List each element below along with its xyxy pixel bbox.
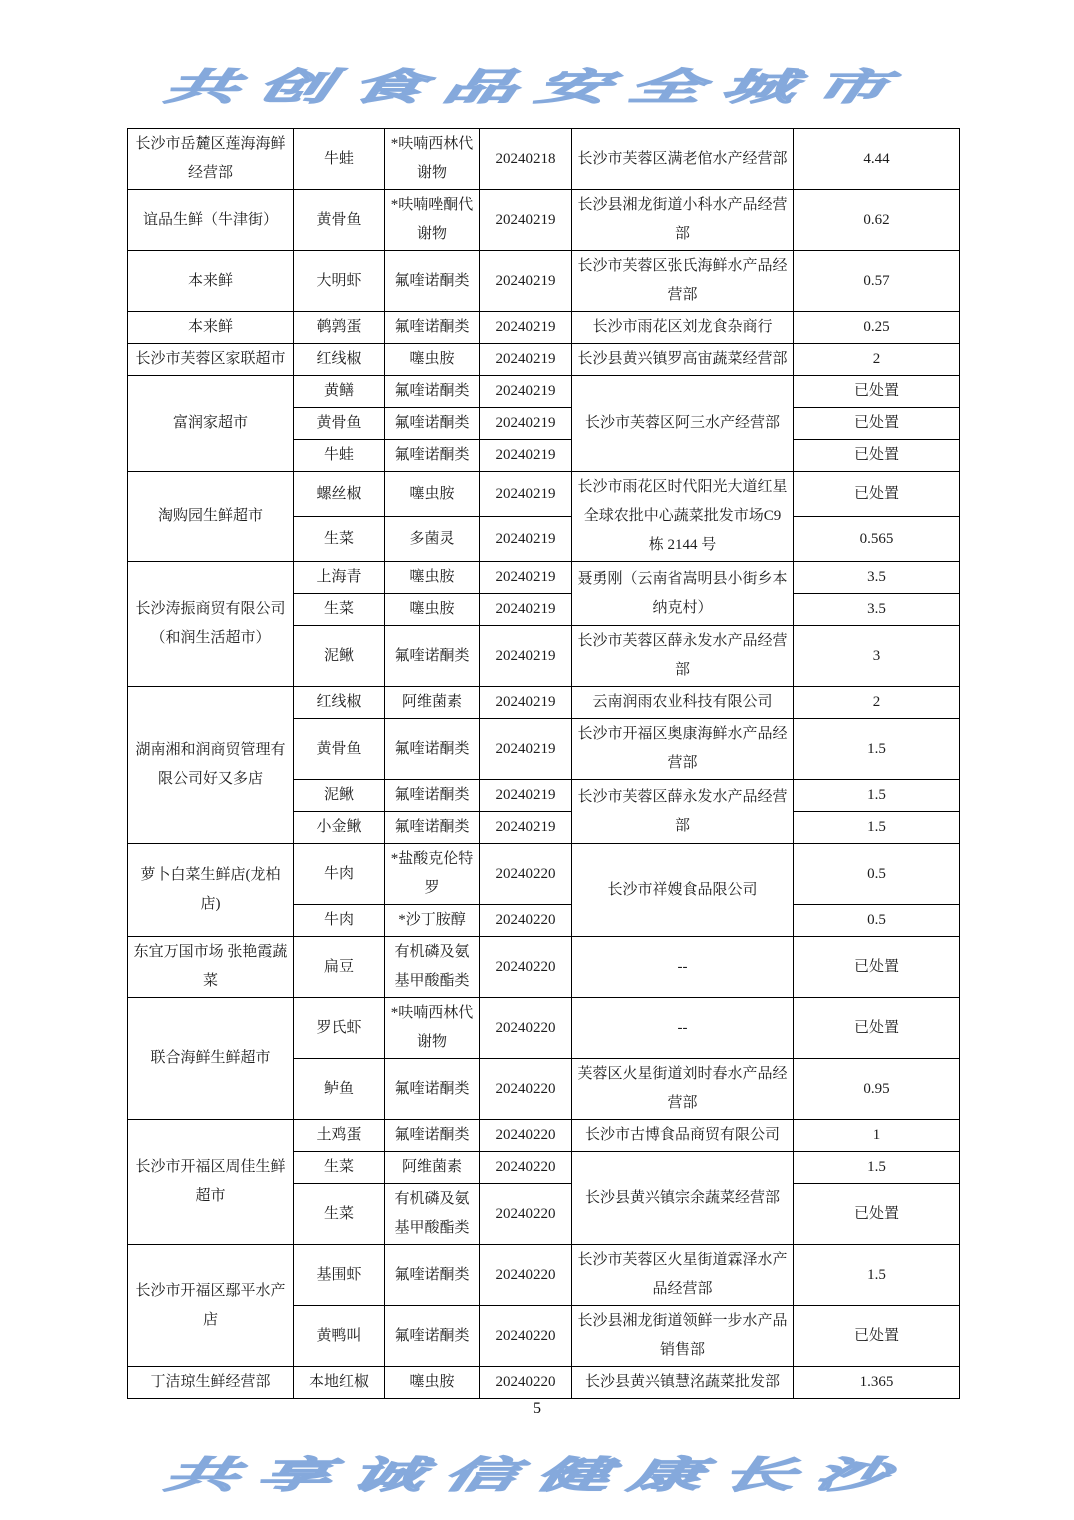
table-cell: 生菜	[294, 1184, 385, 1245]
table-cell: 鹌鹑蛋	[294, 312, 385, 344]
table-cell: 氟喹诺酮类	[385, 376, 480, 408]
table-cell: 长沙县黄兴镇罗高宙蔬菜经营部	[572, 344, 794, 376]
table-cell: 20240219	[480, 408, 572, 440]
table-cell: 0.5	[794, 844, 960, 905]
table-cell: 20240219	[480, 780, 572, 812]
table-cell: 芙蓉区火星街道刘时春水产品经营部	[572, 1059, 794, 1120]
table-cell: 20240219	[480, 440, 572, 472]
table-cell: 噻虫胺	[385, 594, 480, 626]
table-cell: 氟喹诺酮类	[385, 719, 480, 780]
table-cell: 噻虫胺	[385, 344, 480, 376]
table-cell: 鲈鱼	[294, 1059, 385, 1120]
table-cell: 20240220	[480, 1367, 572, 1399]
table-cell: 20240219	[480, 626, 572, 687]
table-cell: 氟喹诺酮类	[385, 251, 480, 312]
table-cell: 长沙县湘龙街道领鲜一步水产品销售部	[572, 1306, 794, 1367]
table-cell: 20240219	[480, 312, 572, 344]
table-cell: 长沙市芙蓉区张氏海鲜水产品经营部	[572, 251, 794, 312]
table-cell: 长沙市芙蓉区满老倌水产经营部	[572, 129, 794, 190]
table-cell: 20240220	[480, 1152, 572, 1184]
table-cell: 黄鸭叫	[294, 1306, 385, 1367]
table-cell: 长沙市开福区鄢平水产店	[128, 1245, 294, 1367]
table-cell: 已处置	[794, 376, 960, 408]
table-cell: 红线椒	[294, 344, 385, 376]
table-cell: 长沙县黄兴镇宗余蔬菜经营部	[572, 1152, 794, 1245]
table-cell: 已处置	[794, 1306, 960, 1367]
table-cell: 长沙市古博食品商贸有限公司	[572, 1120, 794, 1152]
table-cell: 20240219	[480, 517, 572, 562]
results-table-body	[128, 129, 960, 1399]
table-cell: 有机磷及氨基甲酸酯类	[385, 1184, 480, 1245]
table-cell: 长沙市芙蓉区薛永发水产品经营部	[572, 626, 794, 687]
table-cell: 氟喹诺酮类	[385, 812, 480, 844]
table-cell: 20240219	[480, 812, 572, 844]
table-cell: 大明虾	[294, 251, 385, 312]
table-cell: 湖南湘和润商贸管理有限公司好又多店	[128, 687, 294, 844]
table-cell: 聂勇刚（云南省嵩明县小街乡本纳克村）	[572, 562, 794, 626]
table-cell: 0.62	[794, 190, 960, 251]
table-cell: 牛蛙	[294, 440, 385, 472]
table-cell: 20240220	[480, 1184, 572, 1245]
table-cell: 20240220	[480, 905, 572, 937]
table-cell: --	[572, 998, 794, 1059]
table-cell: 阿维菌素	[385, 1152, 480, 1184]
table-cell: 牛肉	[294, 905, 385, 937]
table-cell: 20240219	[480, 687, 572, 719]
table-row	[128, 344, 960, 376]
table-cell: 20240219	[480, 472, 572, 517]
table-cell: 黄骨鱼	[294, 408, 385, 440]
table-cell: 萝卜白菜生鲜店(龙柏店)	[128, 844, 294, 937]
table-cell: 3.5	[794, 562, 960, 594]
table-cell: 1.5	[794, 1152, 960, 1184]
table-cell: 小金鳅	[294, 812, 385, 844]
table-row	[128, 312, 960, 344]
table-cell: 螺丝椒	[294, 472, 385, 517]
table-cell: 基围虾	[294, 1245, 385, 1306]
table-cell: *盐酸克伦特罗	[385, 844, 480, 905]
table-cell: 20240220	[480, 1245, 572, 1306]
table-cell: *沙丁胺醇	[385, 905, 480, 937]
table-cell: 0.5	[794, 905, 960, 937]
table-cell: 本来鲜	[128, 251, 294, 312]
table-cell: 阿维菌素	[385, 687, 480, 719]
table-cell: *呋喃西林代谢物	[385, 998, 480, 1059]
table-cell: 氟喹诺酮类	[385, 1245, 480, 1306]
table-cell: 20240219	[480, 190, 572, 251]
table-cell: 本来鲜	[128, 312, 294, 344]
table-cell: 长沙市岳麓区莲海海鲜经营部	[128, 129, 294, 190]
table-cell: 扁豆	[294, 937, 385, 998]
table-cell: 3	[794, 626, 960, 687]
table-row	[128, 190, 960, 251]
table-cell: 长沙市雨花区时代阳光大道红星全球农批中心蔬菜批发市场C9 栋 2144 号	[572, 472, 794, 562]
table-cell: 1.5	[794, 812, 960, 844]
table-cell: 有机磷及氨基甲酸酯类	[385, 937, 480, 998]
table-cell: 1.365	[794, 1367, 960, 1399]
table-cell: 20240219	[480, 344, 572, 376]
table-row	[128, 562, 960, 594]
table-cell: 3.5	[794, 594, 960, 626]
table-cell: 20240219	[480, 562, 572, 594]
table-cell: 噻虫胺	[385, 1367, 480, 1399]
table-cell: 长沙市芙蓉区阿三水产经营部	[572, 376, 794, 472]
table-cell: 东宜万国市场 张艳霞蔬菜	[128, 937, 294, 998]
table-cell: 0.57	[794, 251, 960, 312]
table-cell: 20240220	[480, 1306, 572, 1367]
table-cell: 20240220	[480, 998, 572, 1059]
table-cell: 长沙市开福区周佳生鲜超市	[128, 1120, 294, 1245]
table-cell: 土鸡蛋	[294, 1120, 385, 1152]
table-cell: 20240220	[480, 1059, 572, 1120]
watermark-bottom	[0, 1444, 1074, 1501]
table-cell: 黄骨鱼	[294, 719, 385, 780]
table-cell: 氟喹诺酮类	[385, 626, 480, 687]
table-cell: 1.5	[794, 780, 960, 812]
table-cell: 红线椒	[294, 687, 385, 719]
table-row	[128, 937, 960, 998]
table-cell: 1.5	[794, 1245, 960, 1306]
table-cell: *呋喃西林代谢物	[385, 129, 480, 190]
watermark-bottom-text: 共享诚信健康长沙	[160, 1454, 913, 1496]
table-cell: 1	[794, 1120, 960, 1152]
table-cell: --	[572, 937, 794, 998]
table-cell: 氟喹诺酮类	[385, 1306, 480, 1367]
table-cell: 20240219	[480, 376, 572, 408]
table-cell: 4.44	[794, 129, 960, 190]
table-cell: 联合海鲜生鲜超市	[128, 998, 294, 1120]
table-row	[128, 1245, 960, 1306]
table-cell: 20240220	[480, 937, 572, 998]
table-cell: 氟喹诺酮类	[385, 408, 480, 440]
table-cell: 已处置	[794, 937, 960, 998]
table-cell: 罗氏虾	[294, 998, 385, 1059]
table-cell: 云南润雨农业科技有限公司	[572, 687, 794, 719]
table-cell: *呋喃唑酮代谢物	[385, 190, 480, 251]
table-cell: 2	[794, 344, 960, 376]
table-cell: 氟喹诺酮类	[385, 312, 480, 344]
table-cell: 丁洁琼生鲜经营部	[128, 1367, 294, 1399]
table-cell: 长沙市开福区奥康海鲜水产品经营部	[572, 719, 794, 780]
table-cell: 已处置	[794, 1184, 960, 1245]
table-cell: 长沙县黄兴镇慧洺蔬菜批发部	[572, 1367, 794, 1399]
table-row	[128, 472, 960, 517]
table-cell: 已处置	[794, 408, 960, 440]
table-cell: 氟喹诺酮类	[385, 440, 480, 472]
table-cell: 氟喹诺酮类	[385, 1120, 480, 1152]
table-cell: 谊品生鲜（牛津街）	[128, 190, 294, 251]
table-cell: 20240218	[480, 129, 572, 190]
table-cell: 生菜	[294, 594, 385, 626]
watermark-top	[0, 56, 1074, 113]
table-cell: 生菜	[294, 1152, 385, 1184]
table-cell: 生菜	[294, 517, 385, 562]
table-cell: 本地红椒	[294, 1367, 385, 1399]
table-cell: 牛肉	[294, 844, 385, 905]
table-container	[127, 128, 959, 1399]
table-cell: 0.25	[794, 312, 960, 344]
table-cell: 淘购园生鲜超市	[128, 472, 294, 562]
table-cell: 2	[794, 687, 960, 719]
table-row	[128, 1367, 960, 1399]
table-row	[128, 376, 960, 408]
table-cell: 1.5	[794, 719, 960, 780]
table-cell: 上海青	[294, 562, 385, 594]
table-cell: 20240220	[480, 1120, 572, 1152]
table-row	[128, 998, 960, 1059]
page-number: 5	[533, 1400, 541, 1417]
table-row	[128, 129, 960, 190]
table-cell: 20240219	[480, 719, 572, 780]
table-cell: 20240219	[480, 594, 572, 626]
table-cell: 长沙涛振商贸有限公司（和润生活超市）	[128, 562, 294, 687]
table-cell: 长沙市芙蓉区家联超市	[128, 344, 294, 376]
table-row	[128, 844, 960, 905]
table-cell: 泥鳅	[294, 626, 385, 687]
table-cell: 多菌灵	[385, 517, 480, 562]
table-cell: 已处置	[794, 440, 960, 472]
table-cell: 0.95	[794, 1059, 960, 1120]
table-cell: 长沙市芙蓉区火星街道霖泽水产品经营部	[572, 1245, 794, 1306]
sampling-results-table	[127, 128, 960, 1399]
table-row	[128, 1120, 960, 1152]
table-cell: 长沙市芙蓉区薛永发水产品经营部	[572, 780, 794, 844]
table-cell: 20240219	[480, 251, 572, 312]
table-cell: 长沙市雨花区刘龙食杂商行	[572, 312, 794, 344]
table-cell: 氟喹诺酮类	[385, 1059, 480, 1120]
table-cell: 长沙县湘龙街道小科水产品经营部	[572, 190, 794, 251]
table-cell: 黄骨鱼	[294, 190, 385, 251]
table-row	[128, 687, 960, 719]
table-cell: 泥鳅	[294, 780, 385, 812]
table-cell: 噻虫胺	[385, 562, 480, 594]
watermark-top-text: 共创食品安全城市	[160, 66, 913, 108]
table-cell: 20240220	[480, 844, 572, 905]
table-cell: 牛蛙	[294, 129, 385, 190]
table-cell: 已处置	[794, 998, 960, 1059]
table-cell: 已处置	[794, 472, 960, 517]
table-row	[128, 251, 960, 312]
table-cell: 氟喹诺酮类	[385, 780, 480, 812]
table-cell: 0.565	[794, 517, 960, 562]
table-cell: 黄鳝	[294, 376, 385, 408]
table-cell: 富润家超市	[128, 376, 294, 472]
table-cell: 噻虫胺	[385, 472, 480, 517]
table-cell: 长沙市祥嫂食品限公司	[572, 844, 794, 937]
